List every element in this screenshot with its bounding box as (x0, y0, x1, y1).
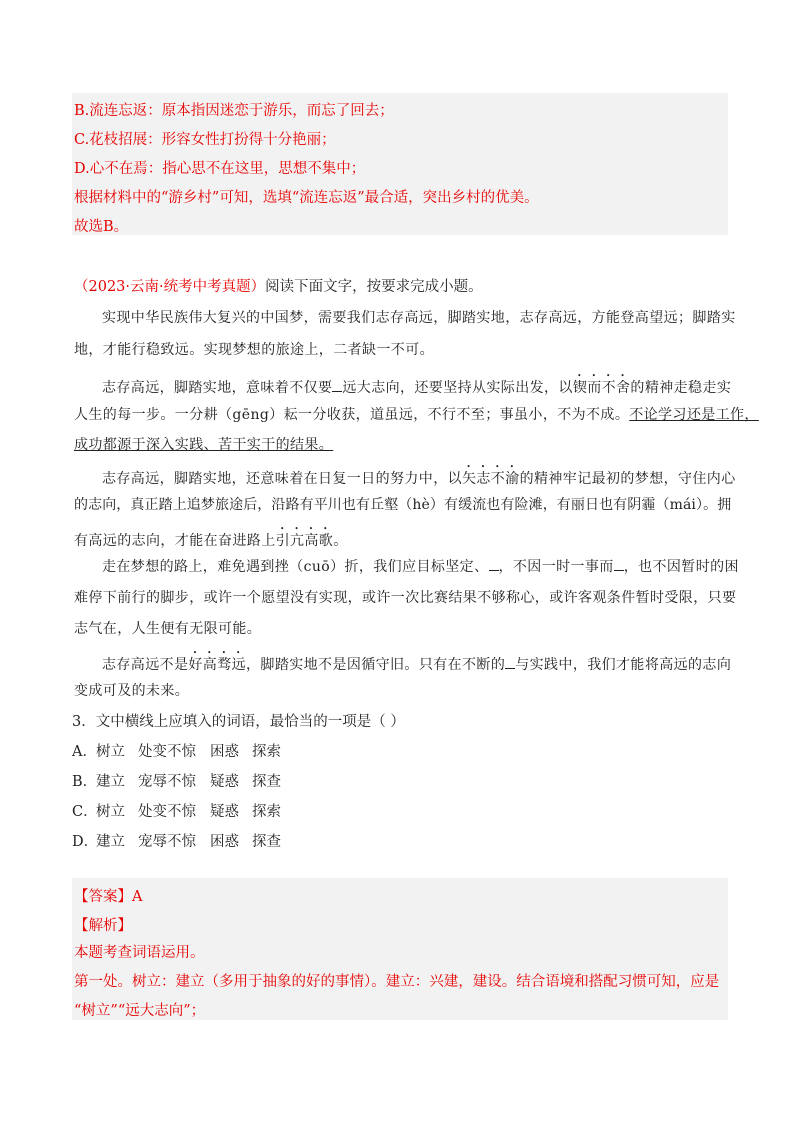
option-word: 宠辱不惊 (138, 774, 196, 790)
text-span: 志存高远，脚踏实地，意味着不仅要 (102, 380, 333, 396)
answer-label: 【答案】A (74, 889, 143, 905)
dotted-word: 矢志不渝 (462, 471, 520, 487)
passage-line: 变成可及的未来。 (74, 683, 190, 699)
option-letter: D． (72, 834, 99, 850)
option-a (72, 740, 281, 761)
option-word: 困惑 (210, 744, 239, 760)
option-word: 疑惑 (210, 804, 239, 820)
instruction: 阅读下面文字，按要求完成小题。 (265, 279, 483, 295)
explanation-line: 故选B。 (74, 219, 129, 235)
analysis-line: 第一处。树立：建立（多用于抽象的好的事情）。建立：兴建，建设。结合语境和搭配习惯可知，应是 (74, 974, 720, 990)
option-c (72, 800, 281, 821)
option-word: 探索 (252, 804, 281, 820)
fill-blank (614, 558, 624, 571)
passage-line (102, 463, 736, 488)
underlined-sentence: 成功都源于深入实践、苦干实干的结果。 (74, 437, 334, 453)
text-span: ，脚踏实地不是因循守旧。只有在不断的 (246, 657, 506, 673)
underlined-sentence: 不论学习还是工作， (629, 407, 759, 423)
explanation-box-top (72, 93, 728, 235)
fill-blank (505, 656, 515, 669)
text-span: 的精神牢记最初的梦想，守住内心 (519, 471, 736, 487)
passage-line (74, 434, 333, 454)
explanation-line: C.花枝招展：形容女性打扮得十分艳丽； (74, 132, 336, 148)
source-tag: （2023·云南·统考中考真题） (74, 279, 266, 295)
passage-line (74, 525, 348, 550)
analysis-line: “树立”“远大志向”； (74, 1003, 206, 1019)
fill-blank (332, 379, 342, 392)
option-d (72, 830, 281, 851)
passage-line (74, 404, 759, 424)
passage-line: 地，才能行稳致远。实现梦想的旅途上，二者缺一不可。 (74, 342, 434, 358)
option-word: 困惑 (210, 834, 239, 850)
text-span: 远大志向，还要坚持从实际出发，以 (342, 380, 573, 396)
explanation-line: 根据材料中的“游乡村”可知，选填“流连忘返”最合适，突出乡村的优美。 (74, 190, 539, 206)
option-word: 处变不惊 (138, 744, 196, 760)
dotted-word: 好高骛远 (188, 657, 247, 673)
option-word: 树立 (96, 744, 125, 760)
text-span: 有高远的志向，才能在奋进路上 (74, 533, 276, 549)
option-word: 树立 (96, 804, 125, 820)
text-span: 志存高远不是 (102, 657, 189, 673)
analysis-label: 【解析】 (74, 918, 132, 934)
passage-line (102, 372, 731, 397)
dotted-word: 锲而不舍 (572, 380, 631, 396)
option-b (72, 770, 281, 791)
passage-header (74, 275, 483, 296)
option-letter: C． (72, 804, 98, 820)
option-word: 探查 (252, 774, 281, 790)
question-stem: 3．文中横线上应填入的词语，最恰当的一项是（ ） (72, 714, 405, 730)
passage-line (102, 556, 739, 576)
option-word: 探索 (252, 744, 281, 760)
option-word: 建立 (96, 834, 125, 850)
option-word: 处变不惊 (138, 804, 196, 820)
answer-box (72, 878, 728, 1020)
dotted-word: 引亢高歌 (275, 533, 334, 549)
passage-line: 的志向，真正踏上追梦旅途后，沿路有平川也有丘壑（hè）有缓流也有险滩，有丽日也有阴霾（mái）。拥 (74, 497, 732, 513)
passage-line: 志气在，人生便有无限可能。 (74, 621, 262, 637)
text-span: 走在梦想的路上，难免遇到挫（cuō）折，我们应目标坚定、 (102, 559, 489, 575)
option-word: 疑惑 (210, 774, 239, 790)
passage-line (102, 649, 731, 674)
option-word: 宠辱不惊 (138, 834, 196, 850)
option-letter: A． (72, 744, 97, 760)
passage-line: 难停下前行的脚步，或许一个愿望没有实现，或许一次比赛结果不够称心，或许客观条件暂时受限，只要 (74, 590, 737, 606)
text-span: 与实践中，我们才能将高远的志向 (515, 657, 732, 673)
text-span: 人生的每一步。一分耕（gēng）耘一分收获，道虽远，不行不至；事虽小，不为不成。 (74, 407, 630, 423)
text-span: 。 (333, 533, 348, 549)
text-span: 志存高远，脚踏实地，还意味着在日复一日的努力中，以 (102, 471, 462, 487)
option-word: 探查 (252, 834, 281, 850)
explanation-line: B.流连忘返：原本指因迷恋于游乐，而忘了回去； (74, 103, 394, 119)
option-word: 建立 (96, 774, 125, 790)
passage-line: 实现中华民族伟大复兴的中国梦，需要我们志存高远，脚踏实地，志存高远，方能登高望远；脚踏实 (102, 310, 736, 326)
text-span: ，不因一时一事而 (498, 559, 614, 575)
text-span: ，也不因暂时的困 (623, 559, 739, 575)
fill-blank (489, 558, 499, 571)
text-span: 的精神走稳走实 (630, 380, 732, 396)
option-letter: B． (72, 774, 98, 790)
analysis-line: 本题考查词语运用。 (74, 945, 205, 961)
explanation-line: D.心不在焉：指心思不在这里，思想不集中； (74, 161, 366, 177)
